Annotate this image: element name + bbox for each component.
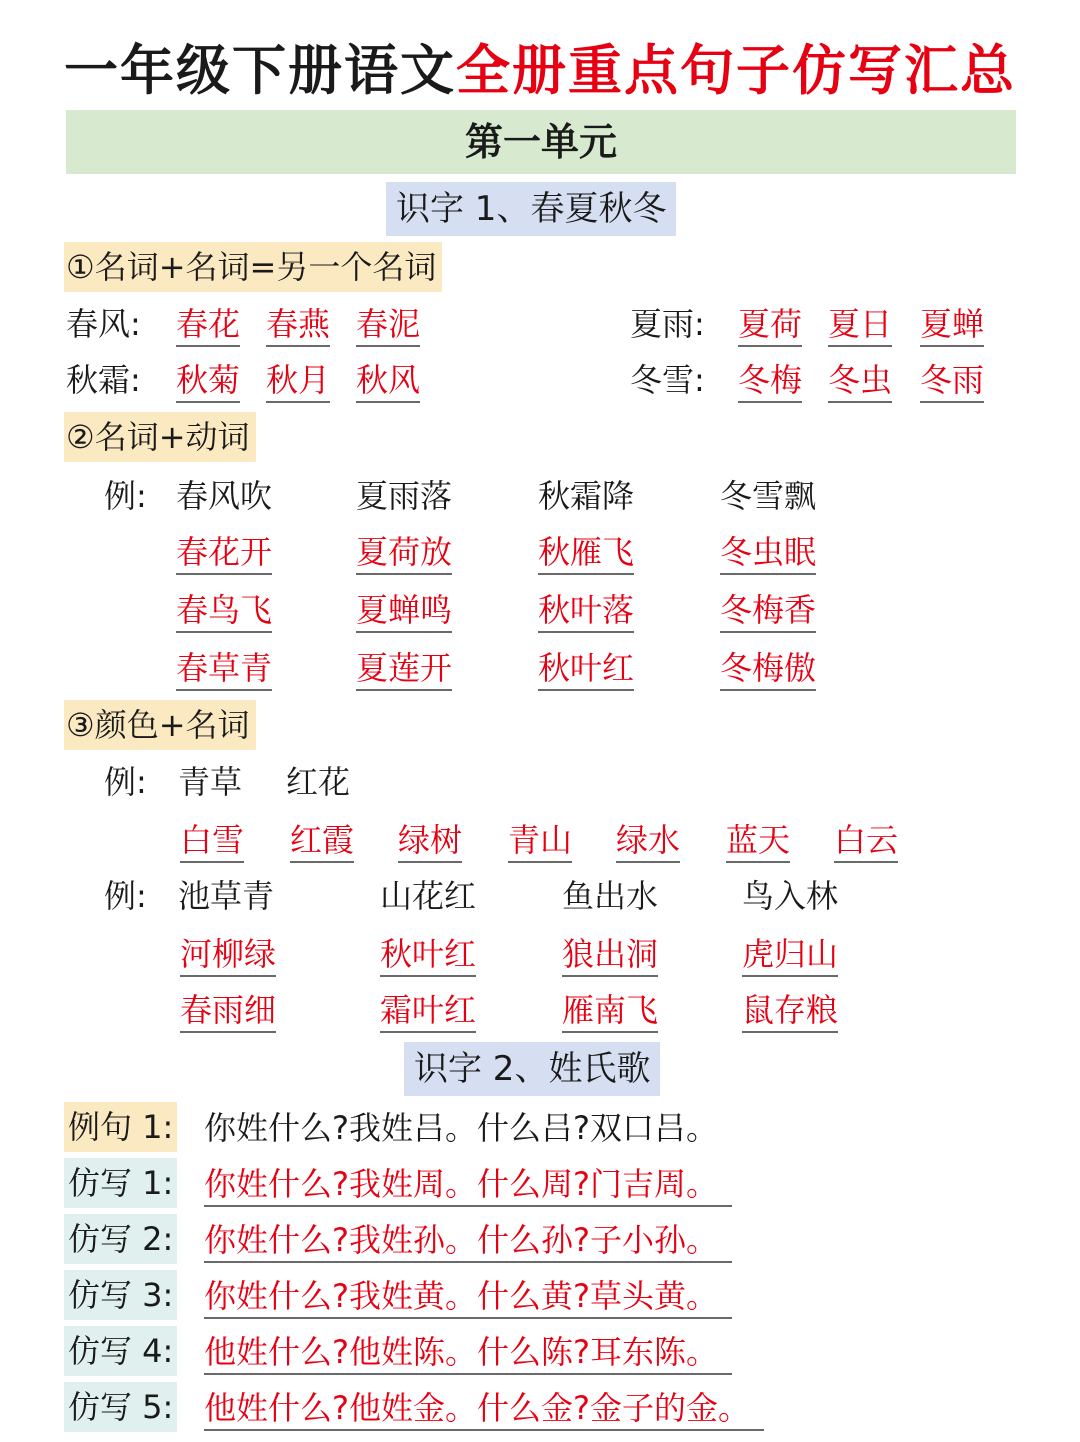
s3-answer: 秋叶红: [380, 935, 476, 977]
s3-answer: 狼出洞: [562, 935, 658, 977]
s3-answer: 白云: [834, 821, 898, 863]
s1-word: 春泥: [356, 305, 420, 347]
s1-row-label: 秋霜:: [66, 361, 141, 399]
s3-answer: 春雨细: [180, 991, 276, 1033]
s2-example: 秋霜降: [538, 477, 635, 515]
s2-answer: 冬虫眠: [720, 533, 816, 575]
s3-answer: 青山: [508, 821, 572, 863]
imitation-sentence: 你姓什么?我姓黄。什么黄?草头黄。: [204, 1277, 732, 1319]
s3-example: 池草青: [178, 877, 275, 915]
example-label: 例:: [104, 763, 147, 801]
imitation-label: 仿写 5:: [64, 1382, 177, 1432]
s3-answer: 霜叶红: [380, 991, 476, 1033]
lesson1-title: 识字 1、春夏秋冬: [386, 182, 676, 236]
imitation-label: 仿写 2:: [64, 1214, 177, 1264]
imitation-sentence: 他姓什么?他姓陈。什么陈?耳东陈。: [204, 1333, 732, 1375]
s3-answer: 虎归山: [742, 935, 838, 977]
imitation-sentence: 他姓什么?他姓金。什么金?金子的金。: [204, 1389, 764, 1431]
s3-example: 山花红: [380, 877, 477, 915]
s2-answer: 春花开: [176, 533, 272, 575]
s1-word: 冬虫: [828, 361, 892, 403]
lesson2-title: 识字 2、姓氏歌: [404, 1042, 660, 1096]
s1-word: 秋菊: [176, 361, 240, 403]
example-sentence-label: 例句 1:: [64, 1102, 177, 1152]
s1-word: 秋风: [356, 361, 420, 403]
s3-answer: 绿树: [398, 821, 462, 863]
s3-answer: 绿水: [616, 821, 680, 863]
section1-heading: ①名词+名词=另一个名词: [64, 242, 442, 292]
example-label: 例:: [104, 477, 147, 515]
s1-word: 春花: [176, 305, 240, 347]
imitation-label: 仿写 4:: [64, 1326, 177, 1376]
s2-answer: 春草青: [176, 649, 272, 691]
s2-example: 冬雪飘: [720, 477, 817, 515]
s1-word: 夏荷: [738, 305, 802, 347]
s3-answer: 河柳绿: [180, 935, 276, 977]
s1-word: 春燕: [266, 305, 330, 347]
s1-row-label: 夏雨:: [630, 305, 705, 343]
s2-answer: 春鸟飞: [176, 591, 272, 633]
page-title: [0, 28, 1080, 105]
s1-word: 夏日: [828, 305, 892, 347]
section3-heading: ③颜色+名词: [64, 700, 256, 750]
title-red: 全册重点句子仿写汇总: [456, 39, 1016, 102]
s2-answer: 夏蝉鸣: [356, 591, 452, 633]
example-label: 例:: [104, 877, 147, 915]
imitation-label: 仿写 3:: [64, 1270, 177, 1320]
s2-answer: 秋叶红: [538, 649, 634, 691]
s1-word: 秋月: [266, 361, 330, 403]
s1-word: 夏蝉: [920, 305, 984, 347]
imitation-sentence: 你姓什么?我姓周。什么周?门吉周。: [204, 1165, 732, 1207]
s1-row-label: 冬雪:: [630, 361, 705, 399]
s3-example: 青草: [178, 763, 243, 801]
s2-example: 春风吹: [176, 477, 273, 515]
s2-example: 夏雨落: [356, 477, 453, 515]
s2-answer: 冬梅傲: [720, 649, 816, 691]
example-sentence: 你姓什么?我姓吕。什么吕?双口吕。: [204, 1109, 718, 1147]
s3-example: 鱼出水: [562, 877, 659, 915]
s3-answer: 红霞: [290, 821, 354, 863]
s2-answer: 夏荷放: [356, 533, 452, 575]
s1-row-label: 春风:: [66, 305, 141, 343]
s3-answer: 鼠存粮: [742, 991, 838, 1033]
s3-example: 红花: [286, 763, 351, 801]
s3-answer: 蓝天: [726, 821, 790, 863]
s2-answer: 秋雁飞: [538, 533, 634, 575]
s1-word: 冬梅: [738, 361, 802, 403]
s3-answer: 白雪: [180, 821, 244, 863]
s2-answer: 秋叶落: [538, 591, 634, 633]
s3-example: 鸟入林: [742, 877, 839, 915]
s3-answer: 雁南飞: [562, 991, 658, 1033]
imitation-label: 仿写 1:: [64, 1158, 177, 1208]
s2-answer: 夏莲开: [356, 649, 452, 691]
s1-word: 冬雨: [920, 361, 984, 403]
unit-heading: 第一单元: [66, 110, 1016, 174]
section2-heading: ②名词+动词: [64, 412, 256, 462]
s2-answer: 冬梅香: [720, 591, 816, 633]
imitation-sentence: 你姓什么?我姓孙。什么孙?子小孙。: [204, 1221, 732, 1263]
title-black: 一年级下册语文: [64, 39, 456, 102]
